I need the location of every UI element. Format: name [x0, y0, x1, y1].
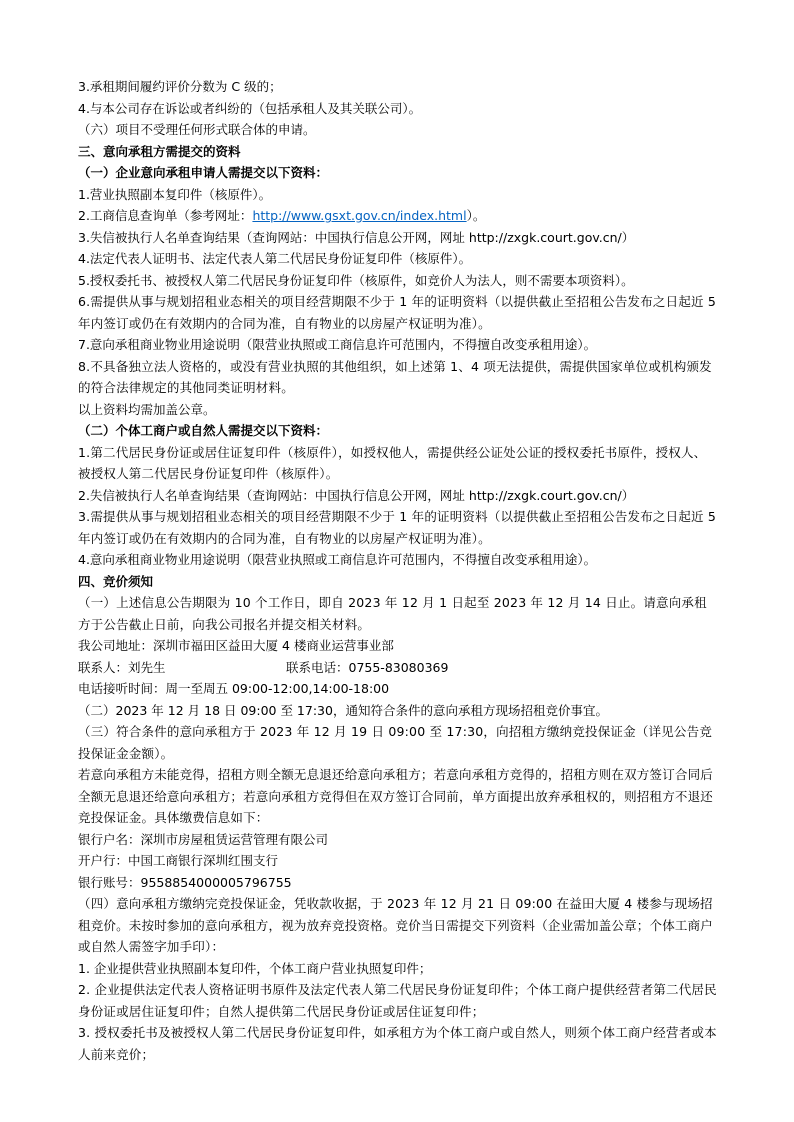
section-heading: 四、竞价须知 [78, 573, 154, 589]
paragraph: （四）意向承租方缴纳完竞投保证金，凭收款收据，于 2023 年 12 月 21 日 09:00 在益田大厦 4 楼参与现场招租竞价。未按时参加的意向承租方，视为放弃竞投资格。竞价当日需提交下列资料（企业需加盖公章；个体工商户或自然人需签字加手印）： [78, 896, 714, 954]
paragraph: 8.不具备独立法人资格的，或没有营业执照的其他组织，如上述第 1、4 项无法提供，需提供国家单位或机构颁发的符合法律规定的其他同类证明材料。 [78, 358, 712, 395]
paragraph: 若意向承租方未能竞得，招租方则全额无息退还给意向承租方；若意向承租方竞得的，招租方则在双方签订合同后全额无息退还给意向承租方；若意向承租方竞得但在双方签订合同前，单方面提出放弃承租权的，则招租方不退还竞投保证金。具体缴费信息如下： [78, 767, 714, 825]
link-suffix: ）。 [466, 208, 486, 223]
paragraph: （六）项目不受理任何形式联合体的申请。 [78, 122, 316, 137]
paragraph: 我公司地址：深圳市福田区益田大厦 4 楼商业运营事业部 [78, 638, 394, 653]
subsection-heading: （二）个体工商户或自然人需提交以下资料： [78, 423, 329, 438]
link-prefix: 2.工商信息查询单（参考网址： [78, 208, 253, 223]
paragraph: （二）2023 年 12 月 18 日 09:00 至 17:30，通知符合条件的意向承租方现场招租竞价事宜。 [78, 702, 608, 718]
paragraph: 1.营业执照副本复印件（核原件）。 [78, 186, 272, 202]
paragraph: 6.需提供从事与规划招租业态相关的项目经营期限不少于 1 年的证明资料（以提供截止至招租公告发布之日起近 5 年内签订或仍在有效期内的合同为准，自有物业的以房屋产权证明为准）。 [78, 294, 717, 331]
paragraph: 2. 企业提供法定代表人资格证明书原件及法定代表人第二代居民身份证复印件；个体工商户提供经营者第二代居民身份证或居住证复印件；自然人提供第二代居民身份证或居住证复印件； [78, 982, 717, 1019]
paragraph: 4.与本公司存在诉讼或者纠纷的（包括承租人及其关联公司）。 [78, 100, 422, 116]
contact-phone: 联系电话：0755-83080369 [286, 659, 449, 675]
document-page [78, 76, 718, 1065]
paragraph: 4.意向承租商业物业用途说明（限营业执照或工商信息许可范围内，不得擅自改变承租用途）。 [78, 552, 597, 567]
paragraph: 银行账号：955885400000579675​5 [78, 874, 292, 890]
paragraph: 3.需提供从事与规划招租业态相关的项目经营期限不少于 1 年的证明资料（以提供截止至招租公告发布之日起近 5 年内签订或仍在有效期内的合同为准，自有物业的以房屋产权证明为准）。 [78, 509, 717, 546]
paragraph-with-link [78, 205, 718, 227]
paragraph: 3.承租期间履约评价分数为 C 级的； [78, 79, 282, 94]
paragraph: 7.意向承租商业物业用途说明（限营业执照或工商信息许可范围内，不得擅自改变承租用途）。 [78, 337, 597, 352]
paragraph: 5.授权委托书、被授权人第二代居民身份证复印件（核原件，如竞价人为法人，则不需要本项资料）。 [78, 272, 634, 288]
contact-person: 联系人：刘先生 [78, 659, 166, 675]
paragraph: 2.失信被执行人名单查询结果（查询网站：中国执行信息公开网，网址 http://zxgk.court.gov.cn/） [78, 487, 635, 503]
paragraph: 1.第二代居民身份证或居住证复印件（核原件），如授权他人，需提供经公证处公证的授权委托书原件，授权人、被授权人第二代居民身份证复印件（核原件）。 [78, 444, 707, 481]
paragraph: 3. 授权委托书及被授权人第二代居民身份证复印件，如承租方为个体工商户或自然人，则须个体工商户经营者或本人前来竞价； [78, 1025, 717, 1062]
paragraph: 电话接听时间：周一至周五 09:00-12:00,14:00-18:00 [78, 681, 390, 696]
section-heading: 三、意向承租方需提交的资料 [78, 143, 241, 159]
paragraph: 3.失信被执行人名单查询结果（查询网站：中国执行信息公开网，网址 http://zxgk.court.gov.cn/） [78, 229, 635, 245]
paragraph: （三）符合条件的意向承租方于 2023 年 12 月 19 日 09:00 至 17:30，向招租方缴纳竞投保证金（详见公告竞投保证金金额）。 [78, 724, 713, 761]
paragraph: 4.法定代表人证明书、法定代表人第二代居民身份证复印件（核原件）。 [78, 251, 472, 266]
gsxt-link[interactable]: http://www.gsxt.gov.cn/index.html [252, 208, 467, 223]
contact-line [78, 657, 718, 679]
paragraph: 银行户名：深圳市房屋租赁运营管理有限公司 [78, 831, 329, 847]
paragraph: 以上资料均需加盖公章。 [78, 401, 216, 417]
paragraph: 开户行：中国工商银行深圳红围支行 [78, 853, 279, 868]
paragraph: （一）上述信息公告期限为 10 个工作日，即自 2023 年 12 月 1 日起至 2023 年 12 月 14 日止。请意向承租方于公告截止日前，向我公司报名并提交相关材料。 [78, 595, 707, 632]
paragraph: 1. 企业提供营业执照副本复印件，个体工商户营业执照复印件； [78, 960, 432, 976]
subsection-heading: （一）企业意向承租申请人需提交以下资料： [78, 165, 329, 180]
